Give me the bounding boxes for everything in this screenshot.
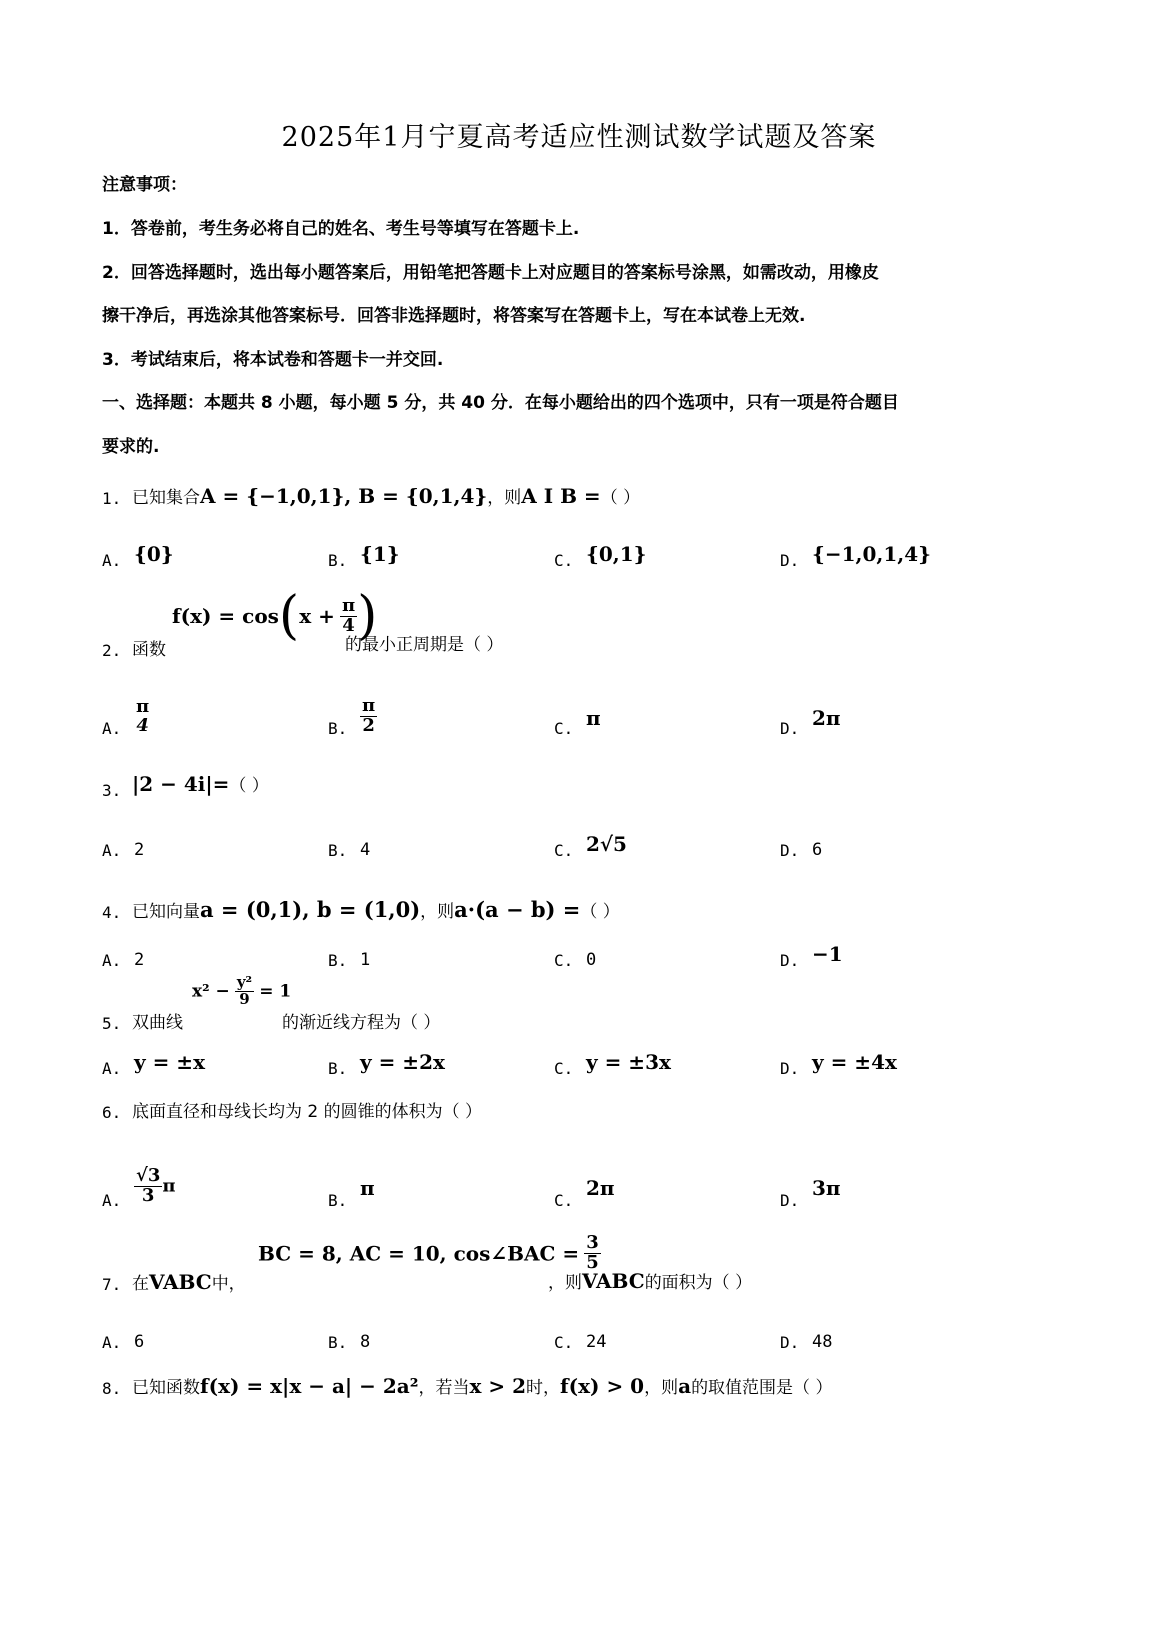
option-d[interactable]: [780, 930, 1000, 970]
function-name: f(x) = cos: [172, 604, 279, 628]
math-expression: |2 − 4i|=: [132, 772, 230, 796]
option-a[interactable]: [102, 1312, 322, 1352]
question-number: 3.: [102, 781, 122, 800]
option-c[interactable]: [554, 820, 774, 860]
note-item-3: 3．考试结束后，将本试卷和答题卡一并交回.: [102, 350, 444, 370]
option-value: π: [586, 706, 601, 730]
option-value: 4: [360, 840, 371, 860]
option-value: 0: [586, 950, 597, 970]
question-text: [132, 1008, 183, 1033]
denominator: 5: [586, 1251, 599, 1273]
note-item-1: 1．答卷前，考生务必将自己的姓名、考生号等填写在答题卡上.: [102, 219, 580, 239]
option-a[interactable]: [102, 530, 322, 570]
question-text: [132, 483, 640, 508]
option-label: A.: [102, 719, 122, 738]
question-mid: ，则: [548, 1273, 582, 1293]
option-a[interactable]: [102, 820, 322, 860]
option-label: A.: [102, 951, 122, 970]
question-text: 底面直径和母线长均为 2 的圆锥的体积为（ ）: [132, 1102, 483, 1122]
option-value: {−1,0,1,4}: [812, 542, 932, 566]
question-number: 6.: [102, 1103, 122, 1122]
option-value: {1}: [360, 542, 400, 566]
question-prefix: 已知集合: [132, 488, 200, 508]
option-label: C.: [554, 1059, 574, 1078]
numerator: y²: [236, 973, 253, 991]
option-value: y = ±x: [134, 1050, 205, 1074]
question-text: [132, 1269, 246, 1294]
numerator: π: [362, 695, 376, 717]
option-c[interactable]: [554, 1312, 774, 1352]
option-b[interactable]: [328, 686, 548, 738]
option-value: 2π: [586, 1176, 615, 1200]
math-term: x² −: [192, 981, 230, 1002]
denominator: 4: [340, 616, 357, 636]
numerator: π: [136, 696, 150, 718]
option-label: B.: [328, 1191, 348, 1210]
math-expression: f(x) > 0: [560, 1374, 645, 1398]
option-label: B.: [328, 719, 348, 738]
option-label: D.: [780, 1191, 800, 1210]
option-b[interactable]: [328, 1038, 548, 1078]
option-label: B.: [328, 1059, 348, 1078]
option-label: A.: [102, 1333, 122, 1352]
pi-symbol: π: [162, 1175, 176, 1197]
option-c[interactable]: [554, 930, 774, 970]
question-suffix: 的最小正周期是（ ）: [345, 635, 504, 655]
question-mid: ，则: [420, 902, 455, 922]
option-label: D.: [780, 551, 800, 570]
question-prefix: 双曲线: [132, 1013, 183, 1033]
question-1: [102, 478, 1062, 508]
option-value: 2√5: [586, 832, 627, 856]
option-b[interactable]: [328, 530, 548, 570]
question-8: [102, 1368, 1062, 1398]
option-c[interactable]: [554, 1148, 774, 1210]
question-number: 2.: [102, 641, 122, 660]
option-value: −1: [812, 942, 843, 966]
option-label: C.: [554, 719, 574, 738]
option-d[interactable]: [780, 1038, 1000, 1078]
math-expression: a = (0,1), b = (1,0): [200, 897, 421, 922]
fraction: [134, 1167, 162, 1206]
option-value: y = ±3x: [586, 1050, 671, 1074]
option-value: 8: [360, 1332, 371, 1352]
question-number: 8.: [102, 1379, 122, 1398]
question-mid: ，则: [487, 488, 522, 508]
notes-heading: 注意事项：: [102, 175, 187, 195]
option-value: 1: [360, 950, 371, 970]
option-label: A.: [102, 841, 122, 860]
question-prefix: 已知函数: [132, 1378, 200, 1398]
math-expression: f(x) = x|x − a| − 2a²: [200, 1374, 419, 1398]
fraction: [584, 1234, 601, 1273]
option-label: B.: [328, 951, 348, 970]
math-expression: x > 2: [469, 1374, 527, 1398]
option-value: {0,1}: [586, 542, 647, 566]
option-label: B.: [328, 841, 348, 860]
left-paren: (: [278, 586, 300, 646]
answer-blank: 的面积为（ ）: [644, 1273, 753, 1293]
option-value: [134, 698, 151, 736]
question-number: 4.: [102, 903, 122, 922]
question-text: [132, 1373, 832, 1398]
math-expression: [192, 975, 291, 1008]
question-suffix: 的渐近线方程为（ ）: [282, 1013, 441, 1033]
option-value: 3π: [812, 1176, 841, 1200]
option-value: {0}: [134, 542, 174, 566]
numerator: √3: [136, 1165, 161, 1187]
option-d[interactable]: [780, 686, 1000, 738]
option-a[interactable]: [102, 1148, 322, 1210]
option-value: 6: [812, 840, 823, 860]
question-6: [102, 1092, 1062, 1122]
option-value: π: [360, 1176, 375, 1200]
option-a[interactable]: [102, 1038, 322, 1078]
answer-blank: （ ）: [600, 488, 641, 508]
question-text: [132, 635, 166, 660]
option-value: 24: [586, 1332, 607, 1352]
triangle-label: VABC: [582, 1269, 645, 1293]
question-4: [102, 892, 1062, 922]
option-d[interactable]: [780, 1312, 1000, 1352]
option-value: y = ±4x: [812, 1050, 897, 1074]
option-label: D.: [780, 1333, 800, 1352]
option-d[interactable]: [780, 820, 1000, 860]
math-expression: a·(a − b) =: [454, 897, 581, 922]
option-label: C.: [554, 551, 574, 570]
question-3: [102, 770, 1062, 800]
question-number: 1.: [102, 489, 122, 508]
question-mid: 时，: [526, 1378, 561, 1398]
answer-blank: （ ）: [580, 902, 620, 922]
option-value: 2π: [812, 706, 841, 730]
option-c[interactable]: [554, 686, 774, 738]
option-label: A.: [102, 1059, 122, 1078]
question-text: [132, 771, 269, 796]
option-label: C.: [554, 841, 574, 860]
option-label: C.: [554, 1191, 574, 1210]
option-label: A.: [102, 551, 122, 570]
option-c[interactable]: [554, 1038, 774, 1078]
math-expression: A I B =: [521, 484, 601, 508]
option-value: 2: [134, 950, 145, 970]
question-suffix: [548, 1268, 752, 1293]
option-label: B.: [328, 1333, 348, 1352]
option-value: 48: [812, 1332, 833, 1352]
option-c[interactable]: [554, 530, 774, 570]
option-b[interactable]: [328, 1148, 548, 1210]
question-prefix: 在: [132, 1274, 149, 1294]
section-heading-2: 要求的.: [102, 437, 160, 457]
question-mid: ，若当: [418, 1378, 470, 1398]
math-term: x +: [299, 604, 335, 628]
section-heading-1: 一、选择题：本题共 8 小题，每小题 5 分，共 40 分．在每小题给出的四个选项中，只有一项是符合题目: [102, 393, 899, 413]
math-expression: [258, 1234, 601, 1273]
option-value: 2: [134, 840, 145, 860]
option-d[interactable]: [780, 1148, 1000, 1210]
note-item-2b: 擦干净后，再选涂其他答案标号．回答非选择题时，将答案写在答题卡上，写在本试卷上无效.: [102, 306, 806, 326]
question-number: 7.: [102, 1275, 122, 1294]
question-number: 5.: [102, 1014, 122, 1033]
option-label: D.: [780, 841, 800, 860]
denominator: 9: [235, 991, 254, 1008]
question-mid: 中，: [211, 1274, 246, 1294]
answer-blank: （ ）: [229, 776, 269, 796]
option-label: C.: [554, 1333, 574, 1352]
numerator: π: [341, 594, 356, 616]
option-b[interactable]: [328, 1312, 548, 1352]
question-prefix: 函数: [132, 640, 166, 660]
option-b[interactable]: [328, 930, 548, 970]
option-label: D.: [780, 1059, 800, 1078]
math-expression: A = {−1,0,1}, B = {0,1,4}: [200, 484, 488, 508]
option-value: 6: [134, 1332, 145, 1352]
numerator: 3: [586, 1232, 599, 1253]
math-term: = 1: [259, 981, 292, 1002]
denominator: 3: [134, 1186, 162, 1206]
right-paren: ): [357, 586, 378, 646]
option-b[interactable]: [328, 820, 548, 860]
option-label: A.: [102, 1191, 122, 1210]
denominator: 2: [360, 716, 377, 736]
option-value: [134, 1167, 176, 1206]
triangle-label: VABC: [149, 1270, 212, 1294]
option-label: B.: [328, 551, 348, 570]
answer-blank: 的取值范围是（ ）: [691, 1378, 833, 1398]
option-a[interactable]: [102, 930, 322, 970]
option-value: y = ±2x: [360, 1050, 445, 1074]
option-label: D.: [780, 719, 800, 738]
option-d[interactable]: [780, 530, 1000, 570]
math-term: BC = 8, AC = 10, cos∠BAC =: [258, 1241, 580, 1266]
fraction: [235, 975, 254, 1008]
page-title: 2025年1月宁夏高考适应性测试数学试题及答案: [281, 122, 877, 153]
question-prefix: 已知向量: [132, 902, 200, 922]
denominator: 4: [136, 715, 149, 737]
option-a[interactable]: [102, 686, 322, 738]
question-text: [132, 897, 620, 922]
option-label: C.: [554, 951, 574, 970]
option-value: [360, 697, 377, 736]
note-item-2a: 2．回答选择题时，选出每小题答案后，用铅笔把答题卡上对应题目的答案标号涂黑，如需改动，用橡皮: [102, 263, 879, 283]
option-label: D.: [780, 951, 800, 970]
math-expression: a: [678, 1374, 692, 1398]
question-mid: ，则: [644, 1378, 679, 1398]
